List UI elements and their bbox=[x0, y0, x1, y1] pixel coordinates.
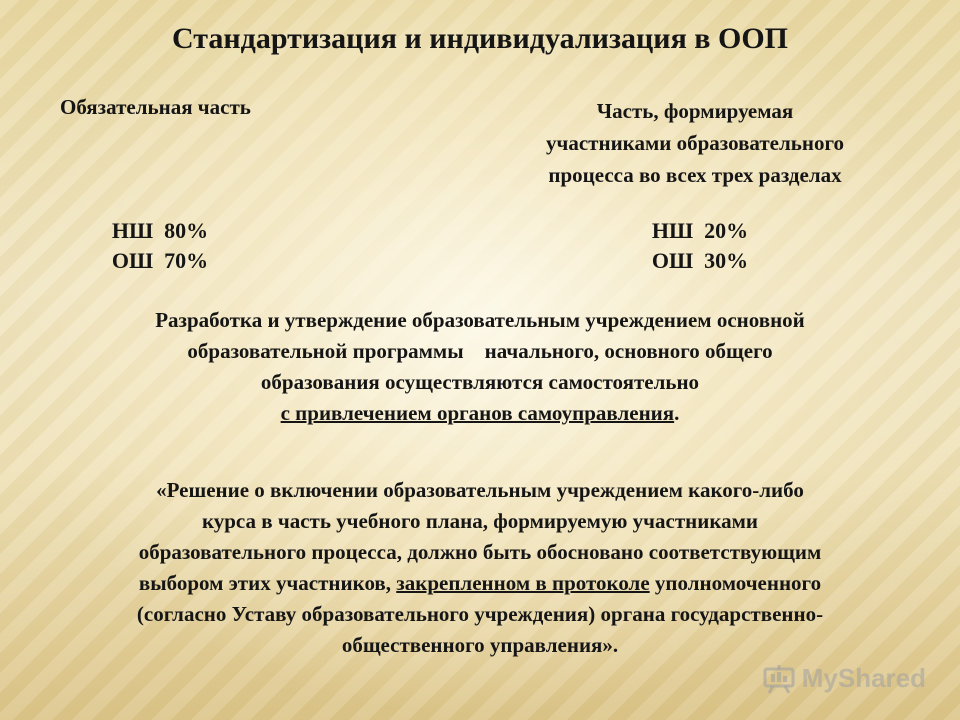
development-line4-end: . bbox=[674, 401, 680, 425]
formed-part-heading-line3: процесса во всех трех разделах bbox=[548, 163, 842, 187]
formed-part-heading-line1: Часть, формируемая bbox=[596, 99, 794, 123]
presentation-board-icon bbox=[762, 664, 796, 694]
quote-line4-start: выбором этих участников, bbox=[138, 571, 397, 595]
development-line4 bbox=[40, 398, 920, 429]
quote-line4-end: уполномоченного bbox=[649, 571, 822, 595]
development-line3: образования осуществляются самостоятельно bbox=[260, 370, 700, 394]
development-line1: Разработка и утверждение образовательным учреждением основной bbox=[155, 308, 805, 332]
mandatory-part-heading: Обязательная часть bbox=[60, 95, 251, 119]
quote-line4 bbox=[30, 568, 930, 599]
mandatory-ns-percent: НШ 80% bbox=[111, 218, 209, 243]
development-paragraph bbox=[40, 305, 920, 429]
quote-line1: «Решение о включении образовательным учреждением какого-либо bbox=[156, 478, 804, 502]
self-government-underlined: с привлечением органов самоуправления bbox=[280, 401, 675, 425]
mandatory-os-percent: ОШ 70% bbox=[111, 248, 209, 273]
myshared-watermark bbox=[762, 663, 926, 694]
formed-ns-percent: НШ 20% bbox=[651, 218, 749, 243]
formed-part-percentages bbox=[600, 216, 800, 276]
protocol-underlined: закрепленном в протоколе bbox=[396, 571, 650, 595]
quote-line6: общественного управления». bbox=[341, 633, 619, 657]
decision-quote-paragraph bbox=[30, 475, 930, 661]
quote-line3: образовательного процесса, должно быть обосновано соответствующим bbox=[138, 540, 822, 564]
development-line2: образовательной программы начального, основного общего bbox=[187, 339, 773, 363]
quote-line2: курса в часть учебного плана, формируемую участниками bbox=[201, 509, 759, 533]
formed-part-heading bbox=[490, 95, 900, 191]
quote-line5: (согласно Уставу образовательного учреждения) органа государственно- bbox=[136, 602, 824, 626]
formed-part-heading-line2: участниками образовательного bbox=[545, 131, 845, 155]
formed-os-percent: ОШ 30% bbox=[651, 248, 749, 273]
mandatory-part-percentages bbox=[60, 216, 260, 276]
watermark-text: MyShared bbox=[801, 663, 926, 693]
slide-title: Стандартизация и индивидуализация в ООП bbox=[171, 22, 789, 55]
